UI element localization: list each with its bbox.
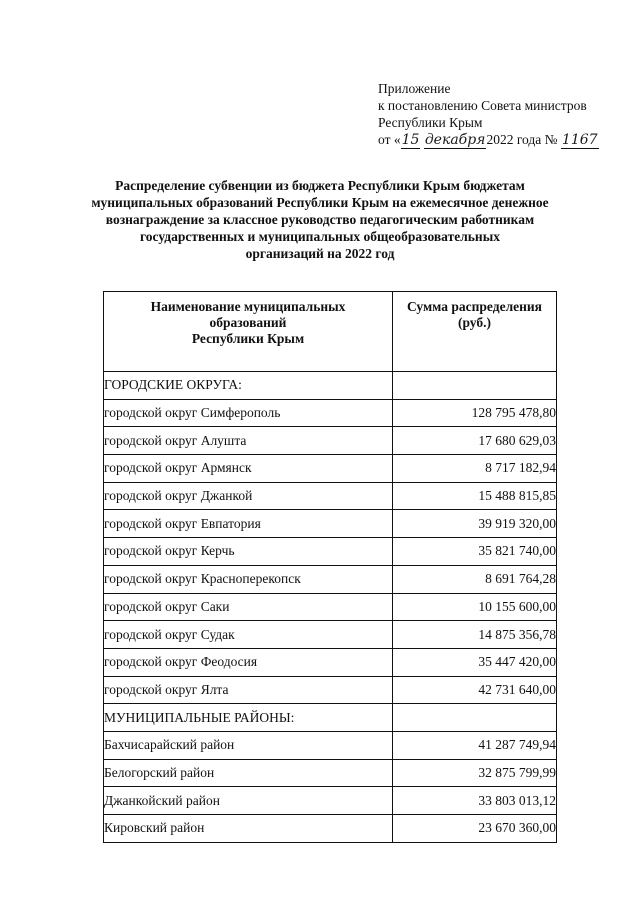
amount-cell: 17 680 629,03 <box>393 427 557 455</box>
municipality-name: городской округ Армянск <box>104 455 393 483</box>
appendix-label: Приложение <box>378 81 451 96</box>
amount-cell: 33 803 013,12 <box>393 787 557 815</box>
amount-cell: 39 919 320,00 <box>393 510 557 538</box>
municipality-name: городской округ Евпатория <box>104 510 393 538</box>
header-text: Республики Крым <box>191 331 305 346</box>
table-row <box>104 565 557 593</box>
table-row <box>104 593 557 621</box>
table-section-row <box>104 372 557 400</box>
table-row <box>104 676 557 704</box>
amount-cell: 8 717 182,94 <box>393 455 557 483</box>
amount-cell: 35 447 420,00 <box>393 648 557 676</box>
table-row <box>104 621 557 649</box>
municipality-name: городской округ Ялта <box>104 676 393 704</box>
table-row <box>104 648 557 676</box>
amount-cell: 32 875 799,99 <box>393 759 557 787</box>
date-prefix: от « <box>378 132 401 147</box>
appendix-header <box>378 80 599 149</box>
table-row <box>104 399 557 427</box>
municipality-name: городской округ Саки <box>104 593 393 621</box>
header-text: Наименование муниципальных <box>150 299 346 314</box>
amount-cell: 42 731 640,00 <box>393 676 557 704</box>
header-text: (руб.) <box>457 315 492 330</box>
title-line: муниципальных образований Республики Крым на ежемесячное денежное <box>91 195 549 210</box>
date-year: 2022 года № <box>486 132 558 147</box>
table-row <box>104 427 557 455</box>
decree-date-line <box>378 131 599 149</box>
document-title <box>70 177 570 262</box>
municipality-name: МУНИЦИПАЛЬНЫЕ РАЙОНЫ: <box>104 704 393 732</box>
distribution-table <box>103 291 557 843</box>
municipality-name: городской округ Красноперекопск <box>104 565 393 593</box>
amount-cell: 23 670 360,00 <box>393 815 557 843</box>
municipality-name: Джанкойский район <box>104 787 393 815</box>
table-row <box>104 482 557 510</box>
title-line: государственных и муниципальных общеобразовательных <box>140 229 500 244</box>
decree-reference: к постановлению Совета министров <box>378 98 587 113</box>
table-row <box>104 538 557 566</box>
amount-cell: 128 795 478,80 <box>393 399 557 427</box>
column-header-amount <box>393 292 557 372</box>
header-text: Сумма распределения <box>406 299 542 314</box>
table-row <box>104 455 557 483</box>
amount-cell <box>393 704 557 732</box>
municipality-name: городской округ Судак <box>104 621 393 649</box>
table-row <box>104 759 557 787</box>
handwritten-doc-number: 1167 <box>561 132 598 148</box>
table-header-row <box>104 292 557 372</box>
municipality-name: городской округ Алушта <box>104 427 393 455</box>
title-line: организаций на 2022 год <box>245 246 395 261</box>
table-row <box>104 731 557 759</box>
handwritten-month: декабря <box>424 132 486 148</box>
amount-cell: 35 821 740,00 <box>393 538 557 566</box>
amount-cell: 14 875 356,78 <box>393 621 557 649</box>
amount-cell: 8 691 764,28 <box>393 565 557 593</box>
table-row <box>104 787 557 815</box>
municipality-name: городской округ Джанкой <box>104 482 393 510</box>
amount-cell: 41 287 749,94 <box>393 731 557 759</box>
municipality-name: городской округ Симферополь <box>104 399 393 427</box>
municipality-name: Кировский район <box>104 815 393 843</box>
handwritten-day: 15 <box>401 132 420 148</box>
municipality-name: городской округ Керчь <box>104 538 393 566</box>
header-text: образований <box>209 315 287 330</box>
republic-name: Республики Крым <box>378 115 483 130</box>
municipality-name: Бахчисарайский район <box>104 731 393 759</box>
table-section-row <box>104 704 557 732</box>
table-row <box>104 815 557 843</box>
municipality-name: Белогорский район <box>104 759 393 787</box>
amount-cell <box>393 372 557 400</box>
column-header-municipality <box>104 292 393 372</box>
title-line: вознаграждение за классное руководство педагогическим работникам <box>105 212 535 227</box>
table-row <box>104 510 557 538</box>
title-line: Распределение субвенции из бюджета Республики Крым бюджетам <box>115 178 525 193</box>
municipality-name: городской округ Феодосия <box>104 648 393 676</box>
municipality-name: ГОРОДСКИЕ ОКРУГА: <box>104 372 393 400</box>
amount-cell: 10 155 600,00 <box>393 593 557 621</box>
amount-cell: 15 488 815,85 <box>393 482 557 510</box>
